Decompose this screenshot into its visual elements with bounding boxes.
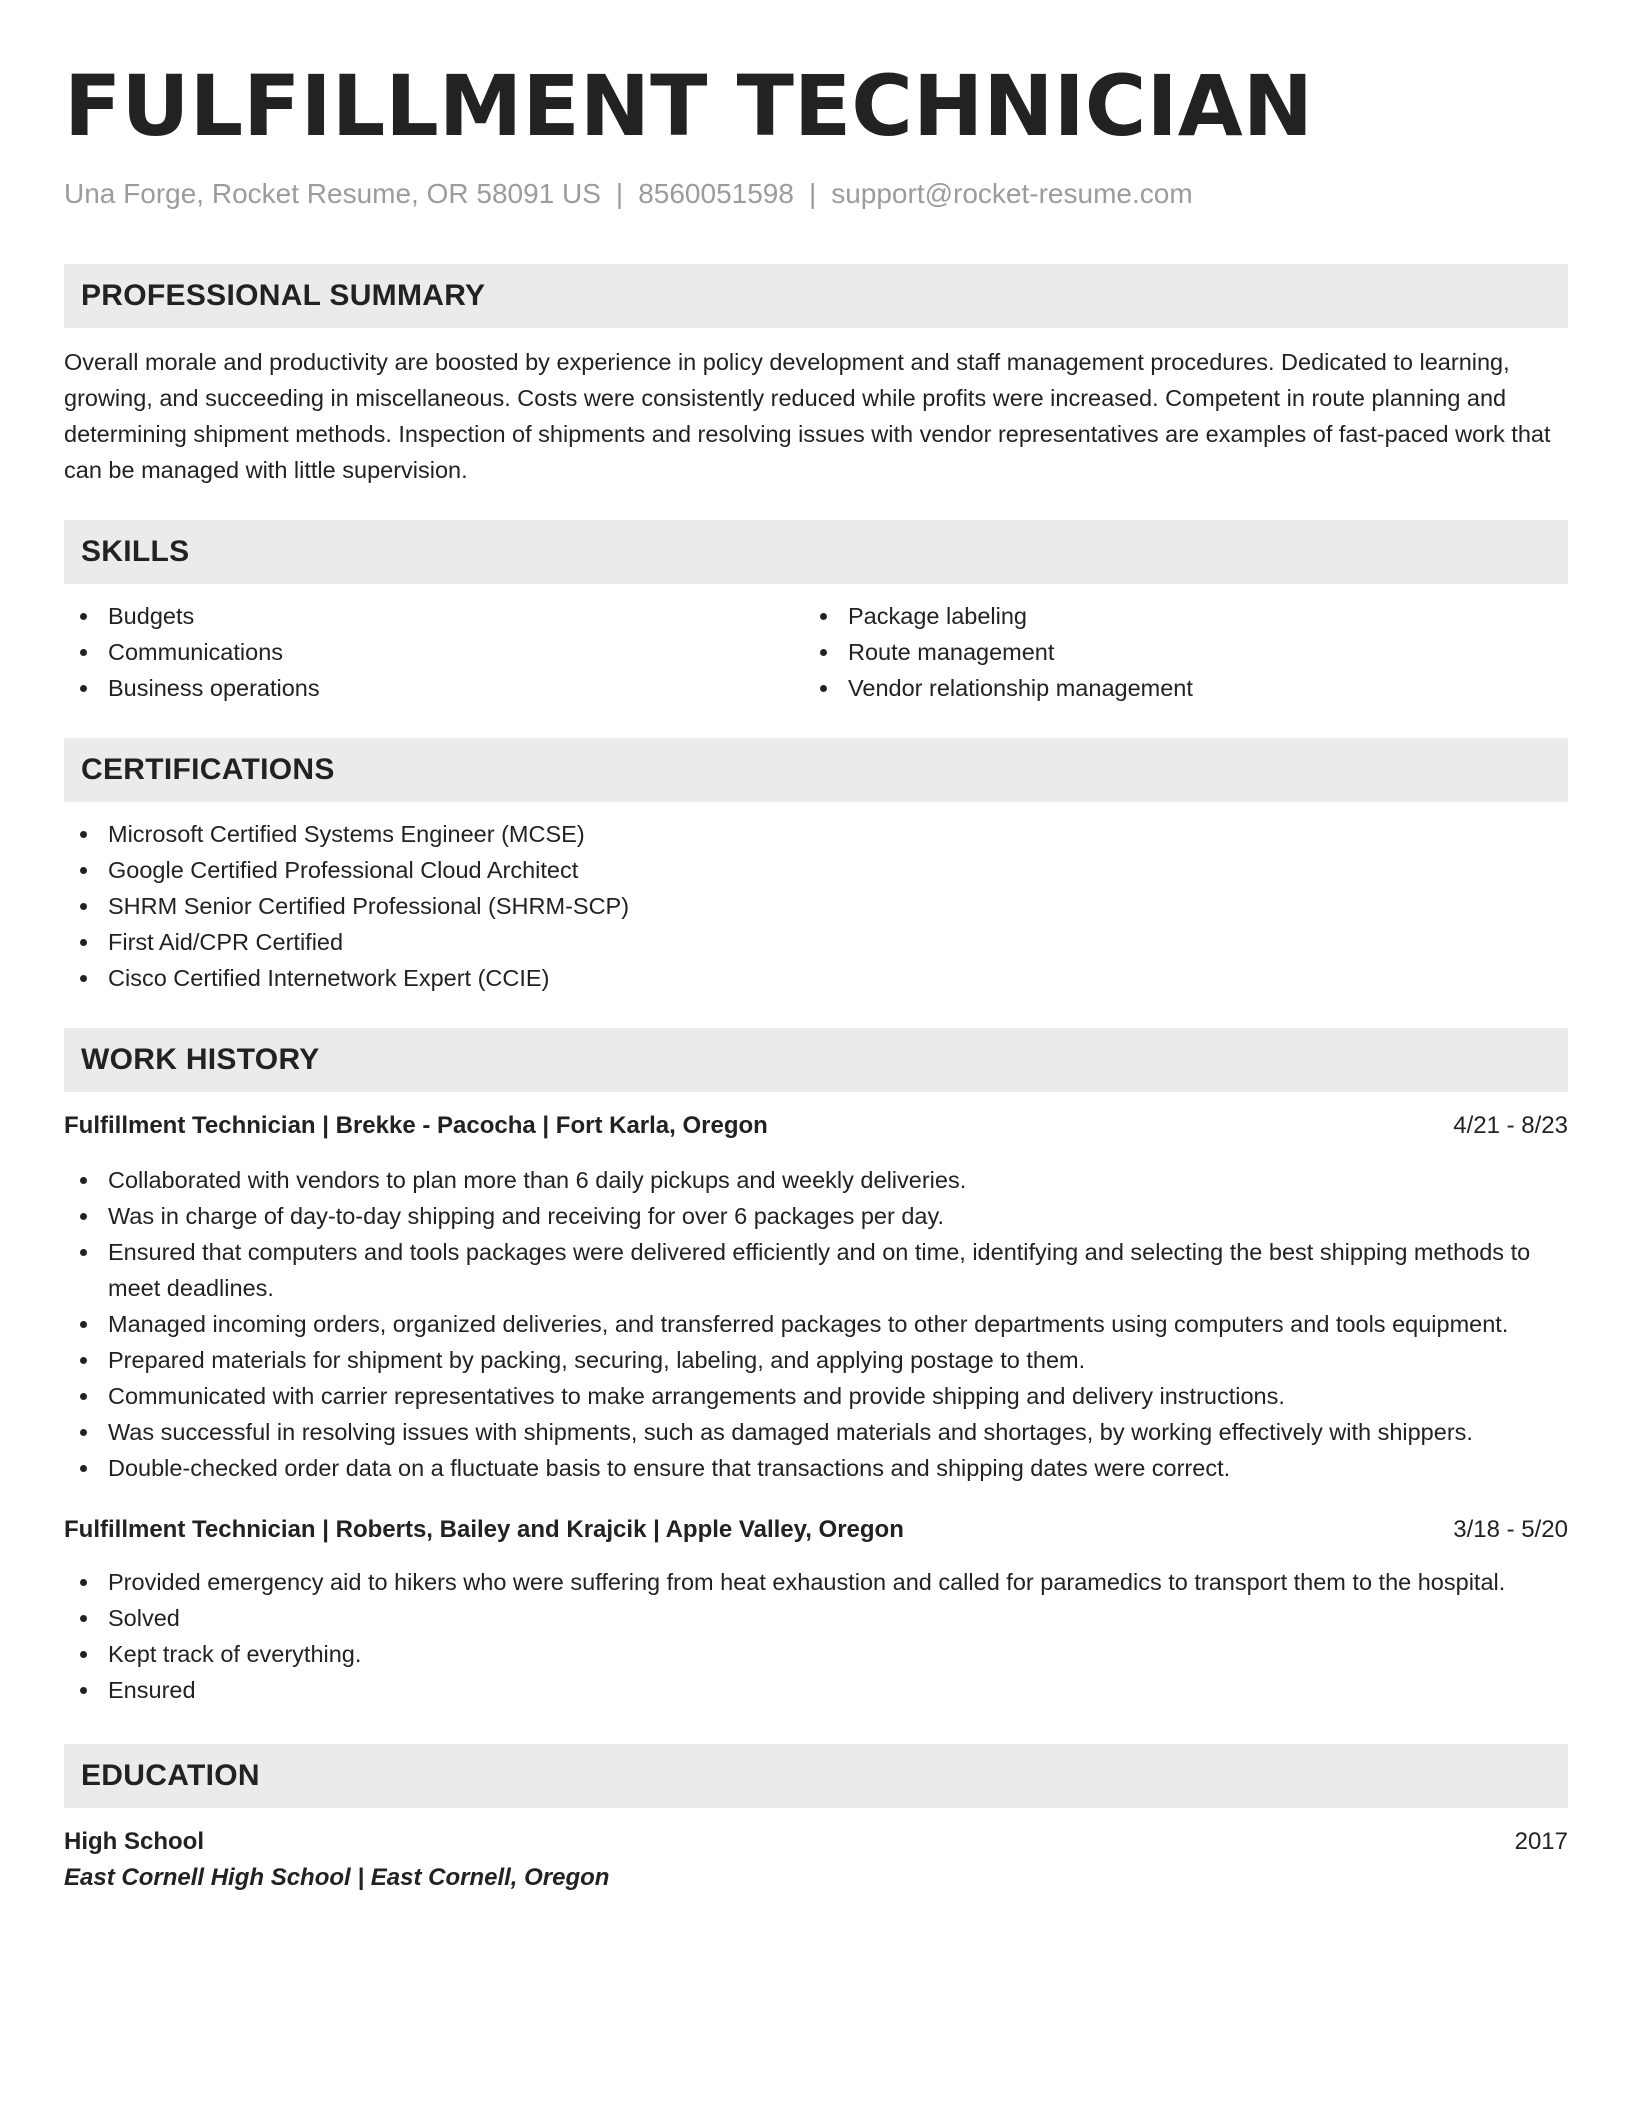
contact-separator: | [615, 178, 624, 209]
job-heading [64, 1108, 1568, 1144]
section-header-summary: PROFESSIONAL SUMMARY [64, 264, 1568, 328]
job-duty: Ensured that computers and tools packages were delivered efficiently and on time, identifying and selecting the best shipping methods to meet deadlines. [64, 1234, 1568, 1306]
skill-item: Package labeling [804, 598, 1544, 634]
job-dates: 4/21 - 8/23 [1453, 1112, 1568, 1139]
skill-item: Route management [804, 634, 1544, 670]
job-duty: Solved [64, 1600, 1568, 1636]
skills-column-right [804, 598, 1544, 706]
job-heading [64, 1512, 1568, 1548]
job-title: Fulfillment Technician | Brekke - Pacocha | Fort Karla, Oregon [64, 1112, 768, 1139]
certification-item: Google Certified Professional Cloud Architect [64, 852, 1568, 888]
certification-item: First Aid/CPR Certified [64, 924, 1568, 960]
job-dates: 3/18 - 5/20 [1453, 1516, 1568, 1543]
job-duty: Provided emergency aid to hikers who were suffering from heat exhaustion and called for paramedics to transport them to the hospital. [64, 1564, 1568, 1600]
job-duty: Was successful in resolving issues with shipments, such as damaged materials and shortages, by working effectively with shippers. [64, 1414, 1568, 1450]
job-duty: Ensured [64, 1672, 1568, 1708]
job-duties-list [64, 1162, 1568, 1486]
contact-separator: | [808, 178, 817, 209]
job-duty: Was in charge of day-to-day shipping and receiving for over 6 packages per day. [64, 1198, 1568, 1234]
job-duty: Managed incoming orders, organized deliveries, and transferred packages to other departments using computers and tools equipment. [64, 1306, 1568, 1342]
education-school: East Cornell High School | East Cornell, Oregon [64, 1864, 610, 1891]
section-header-work-history: WORK HISTORY [64, 1028, 1568, 1092]
section-header-skills: SKILLS [64, 520, 1568, 584]
section-header-education: EDUCATION [64, 1744, 1568, 1808]
job-duty: Communicated with carrier representatives to make arrangements and provide shipping and delivery instructions. [64, 1378, 1568, 1414]
skills-grid [64, 598, 1568, 706]
job-title: Fulfillment Technician | Roberts, Bailey and Krajcik | Apple Valley, Oregon [64, 1516, 904, 1543]
job-duty: Double-checked order data on a fluctuate basis to ensure that transactions and shipping dates were correct. [64, 1450, 1568, 1486]
summary-text: Overall morale and productivity are boosted by experience in policy development and staff management procedures. Dedicated to learning, growing, and succeeding in miscellaneous. Costs were consistently reduced while profits were increased. Competent in route planning and determining shipment methods. Inspection of shipments and resolving issues with vendor representatives are examples of fast-paced work that can be managed with little supervision. [64, 349, 1551, 483]
skill-item: Communications [64, 634, 804, 670]
contact-phone: 8560051598 [638, 178, 794, 209]
education-year: 2017 [1514, 1828, 1568, 1855]
skills-column-left [64, 598, 804, 706]
contact-line [64, 176, 1568, 212]
contact-address: Una Forge, Rocket Resume, OR 58091 US [64, 178, 601, 209]
education-degree: High School [64, 1828, 204, 1855]
job-duty: Prepared materials for shipment by packing, securing, labeling, and applying postage to them. [64, 1342, 1568, 1378]
skill-item: Budgets [64, 598, 804, 634]
skill-item: Business operations [64, 670, 804, 706]
job-duty: Kept track of everything. [64, 1636, 1568, 1672]
candidate-name: FULFILLMENT TECHNICIAN [64, 57, 1314, 155]
certification-item: Cisco Certified Internetwork Expert (CCIE) [64, 960, 1568, 996]
contact-email: support@rocket-resume.com [831, 178, 1193, 209]
education-line [64, 1824, 1568, 1860]
section-header-certifications: CERTIFICATIONS [64, 738, 1568, 802]
certification-item: SHRM Senior Certified Professional (SHRM-SCP) [64, 888, 1568, 924]
job-duties-list [64, 1564, 1568, 1708]
certification-item: Microsoft Certified Systems Engineer (MCSE) [64, 816, 1568, 852]
certifications-list [64, 816, 1568, 996]
job-duty: Collaborated with vendors to plan more than 6 daily pickups and weekly deliveries. [64, 1162, 1568, 1198]
skill-item: Vendor relationship management [804, 670, 1544, 706]
